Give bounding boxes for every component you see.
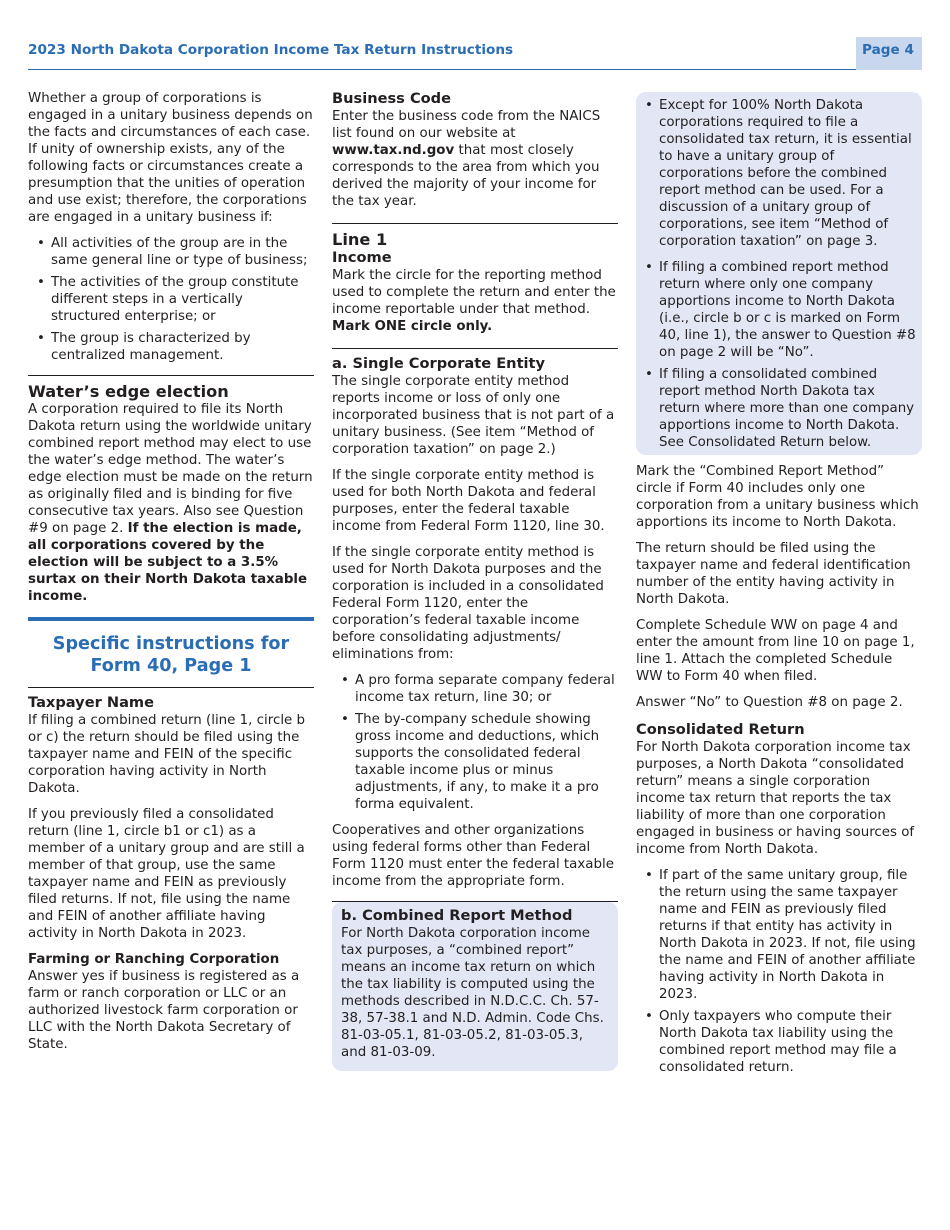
business-code-heading: Business Code [332, 90, 452, 107]
combined-text: For North Dakota corporation income tax purposes, a “combined report” means an income tax return on which the tax liability is computed using the methods described in N.D.C.C. Ch. 57-38, 57-38.1 and N.D. Admin. Code Chs. 81-03-05.1, 81-03-05.2, 81-03-05.3, and 81-03-09. [341, 926, 604, 1060]
section-divider [332, 223, 618, 224]
single-entity-p4: Cooperatives and other organizations using federal forms other than Federal Form 1120 must enter the federal taxable income from the appropriate form. [332, 823, 614, 889]
section-divider [332, 348, 618, 349]
taxpayer-name-p1: If filing a combined return (line 1, circle b or c) the return should be filed using the taxpayer name and FEIN of the specific corporation having activity in North Dakota. [28, 713, 306, 796]
combined-notes-panel [636, 92, 922, 455]
list-item: • All activities of the group are in the same general line or type of business; [28, 235, 314, 269]
consolidated-heading: Consolidated Return [636, 721, 805, 738]
section-divider-blue [28, 617, 314, 621]
document-title: 2023 North Dakota Corporation Income Tax Return Instructions [28, 42, 514, 58]
unitary-bullet-list [28, 235, 314, 364]
section-divider [28, 687, 314, 688]
list-item: • A pro forma separate company federal income tax return, line 30; or [332, 672, 618, 706]
farming-text: Answer yes if business is registered as a farm or ranch corporation or LLC or an authorized livestock farm corporation or LLC with the North Dakota Secretary of State. [28, 969, 300, 1052]
mark-one-note: Mark ONE circle only. [332, 319, 493, 334]
list-item: • The activities of the group constitute different steps in a vertically structured enterprise; or [28, 274, 314, 325]
single-entity-bullets [332, 672, 618, 813]
single-entity-p1: The single corporate entity method reports income or loss of only one incorporated business that is not part of a unitary business. (See item “Method of corporation taxation” on page 2.) [332, 374, 615, 457]
list-item: • If filing a consolidated combined report method North Dakota tax return where more than one company apportions income to North Dakota. See Consolidated Return below. [636, 366, 917, 451]
title-line-2: Form 40, Page 1 [90, 656, 252, 676]
surtax-warning: If the election is made, all corporations covered by the election will be subject to a 3.5% surtax on their North Dakota taxable income. [28, 521, 308, 604]
website-link[interactable]: www.tax.nd.gov [332, 143, 455, 158]
taxpayer-name-p2: If you previously filed a consolidated return (line 1, circle b1 or c1) as a member of a unitary group and are still a member of that group, use the same taxpayer name and FEIN as previously filed returns. If not, file using the name and FEIN of another affiliate having activity in North Dakota in 2023. [28, 807, 305, 941]
unitary-intro: Whether a group of corporations is engaged in a unitary business depends on the facts and circumstances of each case. If unity of ownership exists, any of the following facts or circumstances create a presumption that the unities of operation and use exist; therefore, the corporations are engaged in a unitary business if: [28, 91, 313, 225]
line1-subheading: Income [332, 249, 392, 266]
single-entity-p3: If the single corporate entity method is used for North Dakota purposes and the corporation is included in a consolidated Federal Form 1120, enter the corporation’s federal taxable income before consolidating adjustments/ eliminations from: [332, 545, 604, 662]
single-entity-p2: If the single corporate entity method is used for both North Dakota and federal purposes, enter the federal taxable income from Federal Form 1120, line 30. [332, 468, 605, 534]
list-item: • The by-company schedule showing gross income and deductions, which supports the consolidated federal taxable income plus or minus adjustments, if any, to make it a pro forma equivalent. [332, 711, 618, 813]
combined-p2: The return should be filed using the taxpayer name and federal identification number of the entity having activity in North Dakota. [636, 541, 911, 607]
list-item: • The group is characterized by centralized management. [28, 330, 314, 364]
title-line-1: Specific instructions for [52, 634, 290, 654]
taxpayer-name-heading: Taxpayer Name [28, 694, 155, 711]
business-code-text: Enter the business code from the NAICS list found on our website at www.tax.nd.gov that most closely corresponds to the area from which you derived the majority of your income for the tax year. [332, 109, 601, 209]
combined-p3: Complete Schedule WW on page 4 and enter the amount from line 10 on page 1, line 1. Attach the completed Schedule WW to Form 40 when filed. [636, 618, 915, 684]
column-3 [636, 92, 922, 1085]
line1-heading: Line 1 [332, 230, 388, 249]
consolidated-bullets [636, 867, 922, 1076]
list-item: • Only taxpayers who compute their North Dakota tax liability using the combined report method may file a consolidated return. [636, 1008, 922, 1076]
combined-p4: Answer “No” to Question #8 on page 2. [636, 695, 903, 710]
page-number-tab: Page 4 [856, 37, 922, 70]
combined-p1: Mark the “Combined Report Method” circle if Form 40 includes only one corporation from a unitary business which apportions its income to North Dakota. [636, 464, 919, 530]
column-1 [28, 90, 314, 1062]
section-divider [28, 375, 314, 376]
specific-instructions-title [28, 633, 314, 677]
list-item: • If part of the same unitary group, file the return using the same taxpayer name and FEIN as previously filed returns if that entity has activity in North Dakota in 2023. If not, file using the name and FEIN of another affiliate having activity in North Dakota in 2023. [636, 867, 922, 1003]
single-entity-heading: a. Single Corporate Entity [332, 355, 546, 372]
column-2 [332, 90, 618, 1071]
combined-report-panel [332, 902, 618, 1071]
page-header [28, 38, 922, 70]
waters-edge-text: A corporation required to file its North Dakota return using the worldwide unitary combined report method may elect to use the water’s edge method. The water’s edge election must be made on the return as originally filed and is binding for five consecutive tax years. Also see Question #9 on page 2. If the election is made, all corporations covered by the election will be subject to a 3.5% surtax on their North Dakota taxable income. [28, 402, 313, 604]
waters-edge-heading: Water’s edge election [28, 382, 229, 401]
line1-text: Mark the circle for the reporting method used to complete the return and enter the income reportable under that method. Mark ONE circle only. [332, 268, 616, 334]
list-item: • Except for 100% North Dakota corporations required to file a consolidated tax return, it is essential to have a unitary group of corporations before the combined report method can be used. For a discussion of a unitary group of corporations, see item “Method of corporation taxation” on page 3. [636, 97, 917, 250]
list-item: • If filing a combined report method return where only one company apportions income to North Dakota (i.e., circle b or c is marked on Form 40, line 1), the answer to Question #8 on page 2 will be “No”. [636, 259, 917, 361]
combined-notes-list [636, 97, 917, 451]
farming-heading: Farming or Ranching Corporation [28, 952, 280, 967]
combined-heading: b. Combined Report Method [341, 907, 573, 924]
consolidated-text: For North Dakota corporation income tax purposes, a North Dakota “consolidated return” means a single corporation income tax return that reports the tax liability of more than one corporation engaged in business or having sources of income from North Dakota. [636, 740, 915, 857]
